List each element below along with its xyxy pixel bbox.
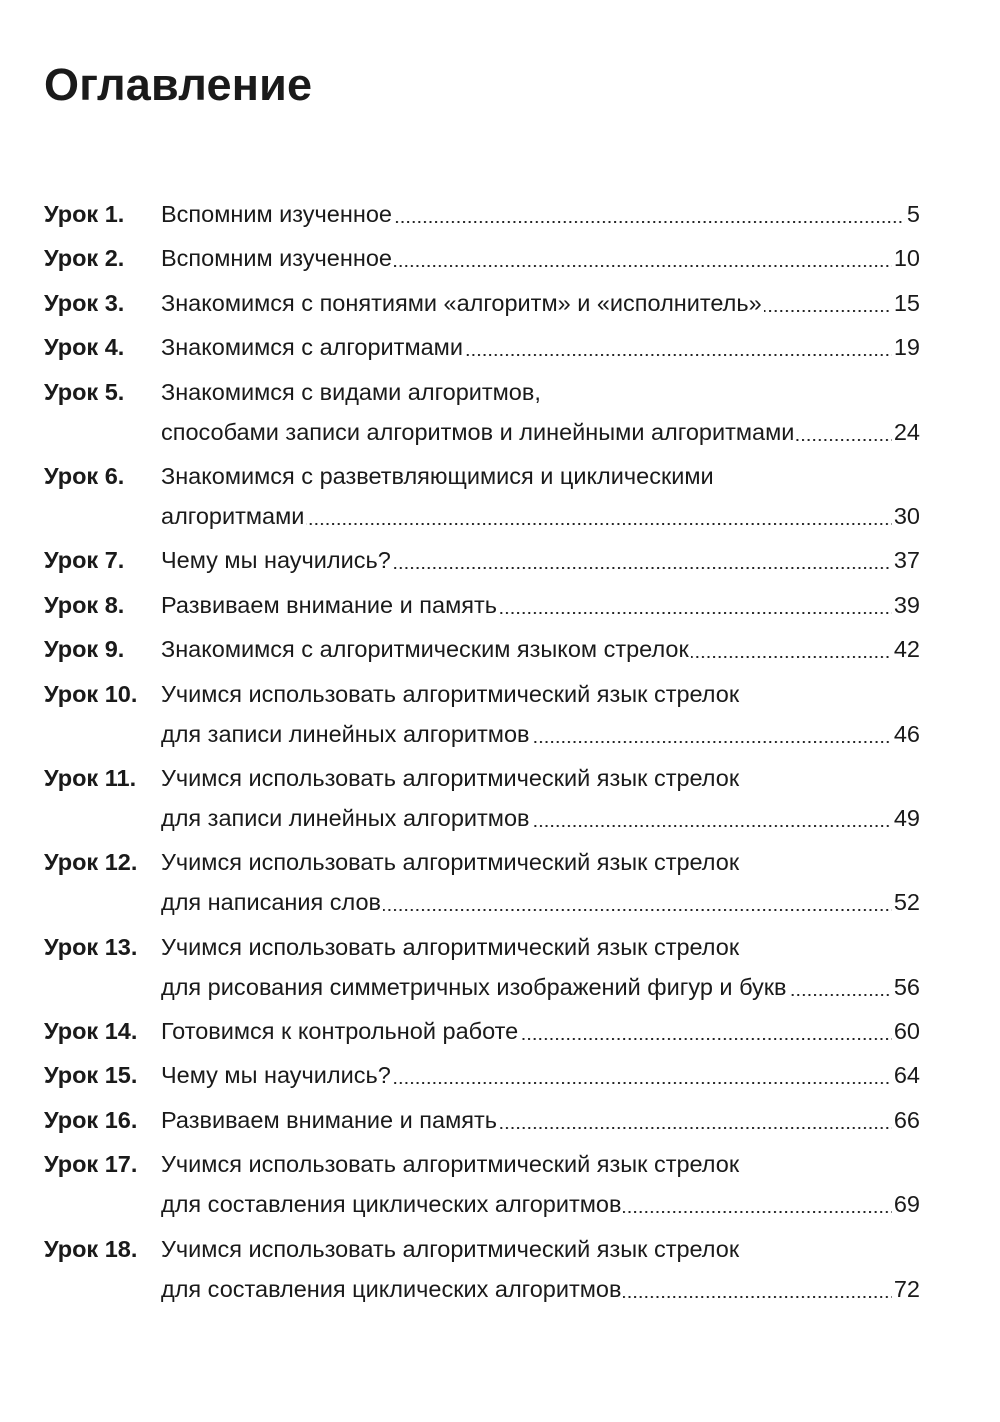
toc-entry[interactable] [44,761,920,835]
lesson-title-first-line: Учимся использовать алгоритмический язык стрелок [161,933,740,960]
lesson-title-last-line [161,1058,920,1092]
toc-entry-body [161,1058,920,1092]
lesson-number: Урок 13. [44,933,138,960]
lesson-title-last-line [161,717,920,751]
lesson-number: Урок 3. [44,289,125,316]
lesson-title: способами записи алгоритмов и линейными алгоритмами [161,418,795,445]
lesson-title-first-line: Знакомимся с видами алгоритмов, [161,378,541,405]
lesson-title: Чему мы научились? [161,1062,391,1089]
lesson-title-first-line: Учимся использовать алгоритмический язык стрелок [161,680,740,707]
lesson-title: Чему мы научились? [161,547,391,574]
table-of-contents [44,197,920,1316]
toc-entry-body [161,330,920,364]
lesson-number: Урок 12. [44,849,138,876]
dot-leader [623,1211,891,1213]
page-number: 66 [893,1106,920,1133]
lesson-title: Знакомимся с алгоритмическим языком стрелок [161,636,689,663]
lesson-title-first-line: Учимся использовать алгоритмический язык стрелок [161,764,740,791]
dot-leader [383,909,892,911]
lesson-number: Урок 18. [44,1235,138,1262]
toc-entry-body [161,845,920,919]
dot-leader [306,523,891,525]
toc-entry[interactable] [44,375,920,449]
lesson-title-last-line [161,1014,920,1048]
toc-entry-body [161,761,920,835]
toc-entry[interactable] [44,1147,920,1221]
lesson-title-last-line [161,415,920,449]
toc-entry-body [161,588,920,622]
toc-entry[interactable] [44,1103,920,1137]
lesson-title-first-line: Учимся использовать алгоритмический язык стрелок [161,1151,740,1178]
lesson-title: Знакомимся с алгоритмами [161,334,463,361]
dot-leader [465,354,892,356]
page-number: 15 [893,289,920,316]
lesson-title: для рисования симметричных изображений фигур и букв [161,973,787,1000]
toc-entry-body [161,1232,920,1306]
toc-entry[interactable] [44,241,920,275]
toc-entry-body [161,197,920,231]
dot-leader [796,439,891,441]
toc-entry-body [161,677,920,751]
lesson-number: Урок 9. [44,636,125,663]
lesson-title: Вспомним изученное [161,245,392,272]
dot-leader [691,656,892,658]
lesson-title-last-line [161,1272,920,1306]
lesson-title: Вспомним изученное [161,201,392,227]
page-title: Оглавление [44,59,313,110]
lesson-title: Развиваем внимание и память [161,591,497,618]
lesson-title-first-line: Учимся использовать алгоритмический язык стрелок [161,849,740,876]
page-number: 19 [893,334,920,361]
lesson-number: Урок 10. [44,680,138,707]
lesson-number: Урок 4. [44,334,125,361]
dot-leader [789,994,892,996]
lesson-title-last-line [161,197,920,231]
lesson-number: Урок 2. [44,245,125,272]
dot-leader [499,612,892,614]
page-number: 10 [893,245,920,272]
lesson-title-last-line [161,330,920,364]
toc-entry-body [161,930,920,1004]
toc-entry[interactable] [44,588,920,622]
page-number: 5 [906,201,920,227]
toc-entry-body [161,286,920,320]
lesson-title: Знакомимся с понятиями «алгоритм» и «исполнитель» [161,289,762,316]
lesson-title-last-line [161,1187,920,1221]
toc-entry[interactable] [44,930,920,1004]
dot-leader [764,310,892,312]
lesson-title-last-line [161,499,920,533]
page-number: 64 [893,1062,920,1089]
lesson-number: Урок 15. [44,1062,138,1089]
toc-entry-body [161,1147,920,1221]
page-number: 42 [893,636,920,663]
toc-entry[interactable] [44,459,920,533]
lesson-title: для составления циклических алгоритмов [161,1191,622,1218]
page-number: 60 [893,1018,920,1045]
lesson-number: Урок 5. [44,378,125,405]
lesson-title-first-line: Знакомимся с разветвляющимися и циклическими [161,462,714,489]
dot-leader [393,567,892,569]
dot-leader [623,1296,891,1298]
dot-leader [499,1127,892,1129]
lesson-title-last-line [161,632,920,666]
lesson-number: Урок 14. [44,1018,138,1045]
lesson-title-last-line [161,241,920,275]
toc-entry-body [161,543,920,577]
lesson-title: алгоритмами [161,502,305,529]
lesson-title-last-line [161,801,920,835]
toc-entry[interactable] [44,1232,920,1306]
page-number: 24 [893,418,920,445]
toc-entry-body [161,1103,920,1137]
toc-entry-body [161,459,920,533]
lesson-title-last-line [161,1103,920,1137]
lesson-title: для написания слов [161,889,382,916]
toc-entry-body [161,375,920,449]
page-number: 30 [893,502,920,529]
page-number: 39 [893,591,920,618]
lesson-title: для записи линейных алгоритмов [161,804,530,831]
lesson-number: Урок 16. [44,1106,138,1133]
lesson-title: Готовимся к контрольной работе [161,1018,519,1045]
toc-entry[interactable] [44,845,920,919]
toc-entry-body [161,241,920,275]
toc-entry[interactable] [44,677,920,751]
toc-entry-body [161,632,920,666]
lesson-title: Развиваем внимание и память [161,1106,497,1133]
lesson-title: для составления циклических алгоритмов [161,1275,622,1302]
lesson-number: Урок 6. [44,462,125,489]
lesson-title-last-line [161,588,920,622]
page-number: 56 [893,973,920,1000]
lesson-number: Урок 1. [44,201,125,227]
page-number: 49 [893,804,920,831]
dot-leader [394,221,905,223]
dot-leader [532,741,892,743]
toc-entry[interactable] [44,286,920,320]
page-number: 72 [893,1275,920,1302]
lesson-title-last-line [161,970,920,1004]
toc-entry[interactable] [44,1014,920,1048]
toc-entry[interactable] [44,632,920,666]
dot-leader [520,1038,892,1040]
lesson-title-last-line [161,286,920,320]
page-number: 46 [893,720,920,747]
dot-leader [393,1082,892,1084]
lesson-title-last-line [161,543,920,577]
lesson-title-first-line: Учимся использовать алгоритмический язык стрелок [161,1235,740,1262]
page-number: 37 [893,547,920,574]
dot-leader [394,265,892,267]
lesson-title-last-line [161,885,920,919]
lesson-number: Урок 17. [44,1151,138,1178]
lesson-number: Урок 11. [44,764,137,791]
page-number: 69 [893,1191,920,1218]
toc-entry[interactable] [44,1058,920,1092]
toc-entry-body [161,1014,920,1048]
lesson-number: Урок 8. [44,591,125,618]
toc-entry[interactable] [44,330,920,364]
lesson-number: Урок 7. [44,547,125,574]
toc-entry[interactable] [44,543,920,577]
dot-leader [532,825,892,827]
toc-entry[interactable] [44,197,920,231]
page-number: 52 [893,889,920,916]
lesson-title: для записи линейных алгоритмов [161,720,530,747]
